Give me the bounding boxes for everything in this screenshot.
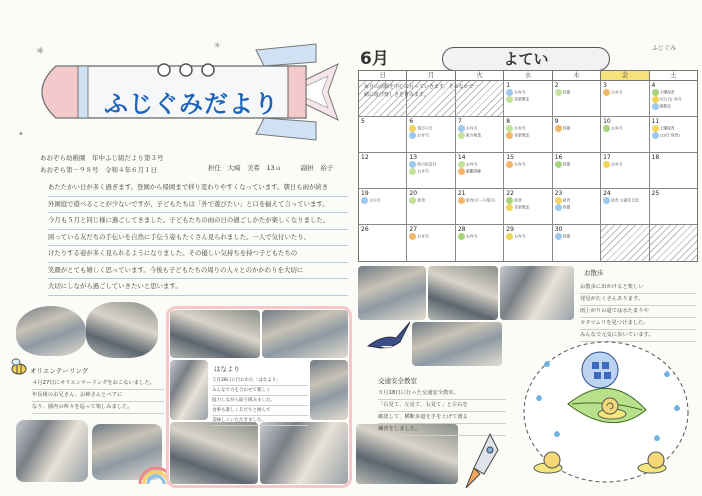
event-mark-icon [458, 168, 465, 175]
safety-line: ５月18日に行った交通安全教室。 [378, 388, 506, 400]
newsletter-title: ふじぐみだより [104, 90, 279, 118]
event-mark-icon [409, 233, 416, 240]
day-number: 23 [554, 190, 563, 197]
day-event [409, 161, 452, 168]
class-tag: ふじぐみ [652, 45, 677, 52]
day-event [555, 161, 598, 168]
event-mark-icon [409, 161, 416, 168]
calendar-day [553, 225, 601, 261]
event-mark-icon [555, 233, 562, 240]
weekday-sat: 土 [669, 71, 677, 79]
photo-hanayori-6 [260, 422, 348, 484]
weekday-header [359, 71, 697, 81]
event-label: お弁当 [611, 125, 623, 131]
day-event [555, 204, 598, 211]
event-mark-icon [458, 132, 465, 139]
day-event [506, 204, 549, 211]
event-mark-icon [506, 132, 513, 139]
event-mark-icon [652, 132, 659, 139]
day-number: 18 [651, 154, 660, 161]
day-number: 16 [554, 154, 563, 161]
intro-line: 大切にしながら過ごしていきたいと思います。 [48, 279, 348, 296]
event-label: お弁当 [514, 233, 526, 239]
calendar-week [359, 153, 697, 189]
photo-walk-2 [428, 266, 498, 320]
calendar-day [456, 117, 504, 152]
day-event [409, 168, 452, 175]
day-number: 11 [651, 118, 660, 125]
osanpo-line: お散歩に出かけると楽しい [580, 282, 696, 294]
orientation-line: 年長組のお兄さん、お姉さんとペアに [32, 390, 164, 402]
calendar-day [456, 225, 504, 261]
calendar-day [650, 225, 697, 261]
event-label: お弁当 [465, 161, 478, 167]
day-event [652, 89, 695, 96]
day-number: 19 [361, 190, 369, 197]
weekday-thu: 木 [553, 71, 601, 80]
day-event [506, 161, 549, 168]
intro-line: 今月も５月と同じ様に過ごしてきました。子どもたちの雨の日の過ごしかたが楽しくなりました。 [48, 213, 348, 230]
orientation-title: オリエンテーリング [30, 367, 89, 375]
photo-orientation-2 [86, 302, 158, 358]
day-number: 28 [457, 226, 466, 233]
calendar-day [650, 189, 697, 224]
photo-hanayori-2 [262, 310, 348, 358]
event-mark-icon [506, 89, 513, 96]
day-number: 2 [554, 82, 559, 89]
day-event [652, 125, 695, 132]
day-number: 14 [457, 154, 466, 161]
event-mark-icon [506, 96, 513, 103]
day-number: 27 [409, 226, 418, 233]
event-label: お弁当 [465, 125, 478, 131]
day-event [506, 89, 549, 96]
event-label: 体操 [562, 125, 571, 131]
day-event [506, 125, 549, 132]
hanayori-line: みんなで力を合わせて楽しく [212, 386, 308, 396]
intro-paragraph [48, 180, 348, 296]
photo-walk-3 [500, 266, 574, 320]
calendar-week [359, 189, 697, 225]
event-label: 運動会 [659, 103, 671, 109]
photo-orientation-1 [16, 306, 86, 356]
day-event [652, 132, 695, 139]
safety-title: 交通安全教室 [378, 377, 417, 385]
day-number: 22 [506, 190, 514, 197]
calendar-day [553, 189, 601, 224]
weekday-sun: 日 [359, 71, 407, 80]
day-event [409, 197, 452, 204]
day-number: 13 [409, 154, 418, 161]
event-mark-icon [603, 161, 610, 168]
day-number: 9 [554, 118, 559, 125]
event-mark-icon [506, 125, 513, 132]
day-event [458, 233, 501, 240]
hydrangea-icon [582, 352, 618, 388]
calendar-day [601, 189, 649, 224]
calendar-week [359, 225, 697, 261]
event-label: お弁当 [514, 125, 526, 131]
day-event [506, 132, 549, 139]
photo-walk-1 [358, 266, 426, 320]
day-number: 24 [603, 190, 611, 197]
day-event [409, 233, 452, 240]
day-event [555, 197, 598, 204]
day-number: 29 [506, 226, 514, 233]
day-number: 30 [554, 226, 563, 233]
day-number: 3 [603, 82, 607, 89]
day-number: 6 [409, 118, 414, 125]
event-mark-icon [555, 89, 562, 96]
weekday-fri: 金 [601, 71, 649, 80]
calendar-day [553, 81, 601, 116]
event-mark-icon [506, 197, 513, 204]
calendar-day [601, 81, 649, 116]
event-mark-icon [555, 125, 562, 132]
event-label: 給食 [417, 197, 426, 203]
event-label: 体操 [562, 204, 571, 210]
event-mark-icon [555, 161, 562, 168]
osanpo-title: お散歩 [584, 269, 604, 277]
hanayori-text [212, 376, 308, 426]
swallow-icon [366, 316, 412, 356]
event-label: 父の日 [369, 197, 381, 203]
event-mark-icon [652, 103, 659, 110]
calendar-day [650, 153, 697, 188]
event-mark-icon [409, 132, 416, 139]
intro-line: けたりする姿が多く見られるようになりました。その優しい気持ちを持つ子どもたちの [48, 246, 348, 263]
event-mark-icon [506, 161, 513, 168]
event-mark-icon [603, 89, 610, 96]
calendar-day [504, 189, 552, 224]
event-label: 給食 [562, 197, 571, 203]
teachers-line: 担任 大崎 美希 13ａ 副担 裕子 [208, 164, 334, 172]
day-event [506, 233, 549, 240]
event-label: 時の記念日 [417, 161, 437, 167]
safety-line: 練習をしました。 [378, 424, 506, 436]
safety-text [378, 388, 506, 436]
event-label: 音楽教室 [514, 132, 530, 138]
hanayori-line: 美味しくいただきました。 [212, 416, 308, 426]
day-event [458, 132, 501, 139]
event-mark-icon [652, 96, 659, 103]
hanayori-line: 協力しながら取り組みました。 [212, 396, 308, 406]
event-mark-icon [409, 197, 416, 204]
hanayori-line: 食事も楽しく友だちと囲んで [212, 406, 308, 416]
event-label: 体操 [562, 233, 571, 239]
day-event [361, 197, 404, 204]
month-label: 6月 [360, 49, 389, 69]
svg-text:✳: ✳ [36, 46, 45, 57]
event-label: 給食 [514, 197, 522, 203]
day-event [603, 197, 646, 204]
event-mark-icon [458, 197, 465, 204]
event-label: お弁当 [417, 168, 429, 174]
weekday-mon: 月 [407, 71, 455, 80]
day-event [555, 233, 598, 240]
event-mark-icon [458, 125, 465, 132]
event-label: 視力検査 [465, 132, 482, 138]
intro-line: あたたかい日が多く過ぎます。登園から帰園まで移り変わりやすくなっています。朝日も雨が続き [48, 180, 348, 197]
day-number: 10 [603, 118, 611, 125]
photo-hanayori-5 [170, 422, 258, 484]
event-label: 5日(日) 弁当 [659, 96, 682, 102]
calendar-day [456, 153, 504, 188]
day-number: 7 [457, 118, 462, 125]
calendar-day [650, 117, 697, 152]
intro-line: 笑顔がとても嬉しく思っています。今後も子どもたちの周りの人々とのかかわりを大切に [48, 263, 348, 280]
osanpo-line: 発見がたくさんあります。 [580, 294, 696, 306]
event-mark-icon [652, 125, 659, 132]
day-event [603, 161, 646, 168]
event-label: お弁当 [611, 161, 623, 167]
calendar-day [456, 189, 504, 224]
day-event [458, 168, 501, 175]
event-label: 避難訓練 [465, 168, 482, 174]
day-number: 25 [651, 190, 660, 197]
osanpo-line: 雨上がりの道では水たまりや [580, 306, 696, 318]
orientation-text [32, 378, 164, 414]
calendar-day [504, 153, 552, 188]
day-number: 8 [506, 118, 511, 125]
calendar-day [359, 117, 407, 152]
osanpo-line: カタツムリを見つけました。 [580, 318, 696, 330]
calendar-day [407, 225, 455, 261]
orientation-line: ４月27日にオリエンテーリングをおこないました。 [32, 378, 164, 390]
day-event [506, 96, 549, 103]
orientation-line: なり、園内の所々を巡って楽しみました。 [32, 402, 164, 414]
event-mark-icon [409, 125, 416, 132]
event-mark-icon [409, 168, 416, 175]
day-event [555, 125, 598, 132]
event-mark-icon [555, 197, 562, 204]
event-label: (13日 保育) [659, 132, 680, 138]
day-event [652, 96, 695, 103]
event-label: お弁当 [611, 89, 623, 95]
safety-line: 確認して、横断歩道を手を上げて渡る [378, 412, 506, 424]
event-label: 音楽教室 [514, 204, 530, 210]
hanayori-title: はなより [214, 365, 240, 373]
calendar-day [601, 153, 649, 188]
day-event [652, 103, 695, 110]
bee-icon [8, 356, 30, 378]
day-event [555, 89, 598, 96]
day-number: 12 [361, 154, 369, 161]
day-number: 1 [506, 82, 511, 89]
day-number: 21 [457, 190, 466, 197]
photo-hanayori-3 [170, 360, 208, 420]
osanpo-text [580, 282, 696, 342]
day-number: 15 [506, 154, 514, 161]
calendar-day [359, 225, 407, 261]
hanayori-line: ５月28日に行われた「はなより」 [212, 376, 308, 386]
intro-line: 困っている友だちの手伝いを自然に手伝う姿もたくさん見られました。一人で気付いたり、 [48, 230, 348, 247]
day-event [409, 132, 452, 139]
photo-hanayori-1 [170, 310, 260, 358]
event-label: 給食(ボール遊び) [465, 197, 496, 203]
event-mark-icon [603, 197, 610, 204]
event-label: 体操 [562, 161, 571, 167]
event-label: 遊びの日 [417, 125, 433, 131]
calendar-day [553, 153, 601, 188]
event-mark-icon [506, 233, 513, 240]
day-event [458, 161, 501, 168]
safety-line: 「右見て、左見て、右見て」と左右を [378, 400, 506, 412]
calendar-day [504, 117, 552, 152]
calendar-week [359, 117, 697, 153]
issue-line: あおぞら第－９８号 令和４年６月１日 [40, 166, 157, 174]
event-mark-icon [458, 233, 465, 240]
intro-line: 外園庭で遊べることが少ないですが、子どもたちは「外で遊びたい」と口を揃えて言っています。 [48, 197, 348, 214]
photo-hanayori-4 [310, 360, 348, 420]
event-mark-icon [555, 204, 562, 211]
event-label: 体操 [562, 89, 571, 95]
calendar-day [407, 189, 455, 224]
rainy-snail-illustration [514, 334, 694, 490]
event-mark-icon [458, 161, 465, 168]
day-event [603, 125, 646, 132]
day-event [458, 197, 501, 204]
event-label: 給食 お誕生日会 [611, 197, 639, 203]
school-line: あおぞら幼稚園 年中ふじ組だより第３号 [40, 154, 164, 162]
day-number: 26 [361, 226, 369, 233]
calendar-day [504, 225, 552, 261]
osanpo-line: みんなで元気に歩いています。 [580, 330, 696, 342]
calendar-day [359, 153, 407, 188]
day-event [409, 125, 452, 132]
rocket-doodle-icon [462, 430, 502, 492]
calendar-day [553, 117, 601, 152]
day-event [506, 197, 549, 204]
event-mark-icon [603, 125, 610, 132]
event-label: お弁当 [514, 161, 526, 167]
event-label: お弁当 [417, 132, 429, 138]
photo-safety-1 [412, 322, 502, 366]
calendar-day [650, 81, 697, 116]
day-number: 20 [409, 190, 418, 197]
schedule-heading: よてい [442, 47, 610, 71]
calendar-day [359, 189, 407, 224]
calendar-note: 毎月の活動を中心に行っていきます。そのなかで一緒に遊び楽しさを育みます。 [364, 84, 479, 98]
calendar-day [407, 117, 455, 152]
event-label: 土曜保育 [659, 125, 675, 131]
day-event [603, 89, 646, 96]
day-number: 5 [361, 118, 365, 125]
day-number: 4 [651, 82, 656, 89]
event-mark-icon [361, 197, 368, 204]
calendar-day [601, 117, 649, 152]
event-label: 土曜保育 [659, 89, 675, 95]
event-label: お弁当 [465, 233, 478, 239]
calendar-day [504, 81, 552, 116]
photo-orientation-3 [16, 420, 88, 482]
event-mark-icon [506, 204, 513, 211]
event-label: 音楽教室 [514, 96, 530, 102]
weekday-wed: 水 [504, 71, 552, 80]
calendar-day [407, 153, 455, 188]
event-label: お弁当 [417, 233, 429, 239]
day-event [458, 125, 501, 132]
calendar-grid [359, 81, 697, 261]
event-label: お弁当 [514, 89, 526, 95]
event-mark-icon [652, 89, 659, 96]
svg-text:✳: ✳ [214, 41, 221, 50]
day-number: 17 [603, 154, 611, 161]
weekday-tue: 火 [456, 71, 504, 80]
calendar-day [601, 225, 649, 261]
svg-text:✦: ✦ [18, 130, 24, 138]
